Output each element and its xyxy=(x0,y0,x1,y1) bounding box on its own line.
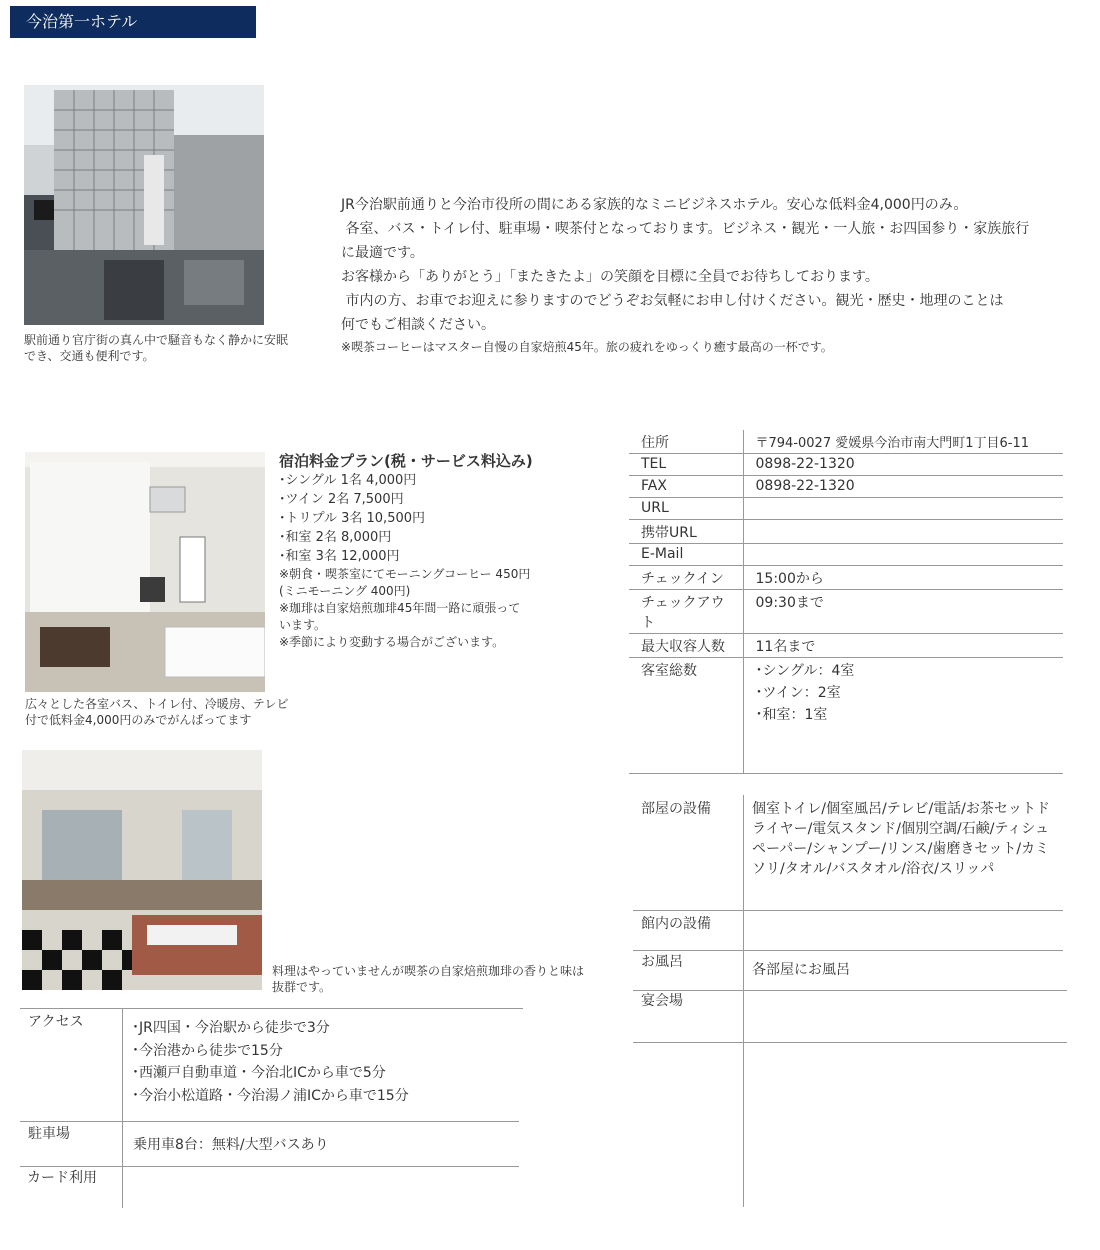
page-title: 今治第一ホテル xyxy=(10,6,256,38)
access-list xyxy=(132,1017,409,1107)
info-key: 携帯URL xyxy=(629,520,743,544)
table-row xyxy=(629,498,1063,520)
banquet-label: 宴会場 xyxy=(641,993,683,1009)
info-value: 15:00から xyxy=(743,566,1063,590)
table-row xyxy=(629,590,1063,634)
facilities-rule xyxy=(633,910,1063,911)
info-key: チェックイン xyxy=(629,566,743,590)
plan-item: ･和室 2名 8,000円 xyxy=(279,530,392,545)
room-photo xyxy=(25,452,265,692)
rooms-list xyxy=(743,658,1063,774)
info-key: 客室総数 xyxy=(629,658,743,774)
info-key: 最大収容人数 xyxy=(629,634,743,658)
intro-note: ※喫茶コーヒーはマスター自慢の自家焙煎45年。旅の疲れをゆっくり癒す最高の一杯です。 xyxy=(341,340,833,354)
intro-text xyxy=(341,193,1041,357)
table-row xyxy=(629,658,1063,774)
access-divider xyxy=(122,1009,123,1208)
info-key: 住所 xyxy=(629,430,743,454)
facilities-rule xyxy=(633,990,1067,991)
facilities-rule xyxy=(633,950,1063,951)
intro-line: 何でもご相談ください。 xyxy=(341,317,495,333)
bath-value: 各部屋にお風呂 xyxy=(752,962,850,978)
facilities-divider xyxy=(743,795,744,1207)
card-label: カード利用 xyxy=(27,1170,97,1186)
info-value: 0898-22-1320 xyxy=(743,476,1063,498)
hotel-info-table xyxy=(629,430,1063,774)
info-value xyxy=(743,498,1063,520)
table-row xyxy=(629,544,1063,566)
intro-line: お客様から「ありがとう」「またきたよ」の笑顔を目標に全員でお待ちしております。 xyxy=(341,269,879,285)
facilities-rule xyxy=(633,1042,1067,1043)
intro-line: に最適です。 xyxy=(341,245,424,261)
hall-facilities-label: 館内の設備 xyxy=(641,916,711,932)
info-value: 09:30まで xyxy=(743,590,1063,634)
intro-line: 各室、バス・トイレ付、駐車場・喫茶付となっております。ビジネス・観光・一人旅・お四国参り・家族旅行 xyxy=(341,221,1030,237)
plan-item: ･シングル 1名 4,000円 xyxy=(279,473,417,488)
info-value: 〒794-0027 愛媛県今治市南大門町1丁目6-11 xyxy=(743,430,1063,454)
access-item: ･西瀬戸自動車道・今治北ICから車で5分 xyxy=(132,1065,386,1081)
access-item: ･今治港から徒歩で15分 xyxy=(132,1042,283,1059)
plan-note: ※季節により変動する場合がございます。 xyxy=(279,635,505,649)
bath-label: お風呂 xyxy=(641,954,683,970)
plan-note: ※珈琲は自家焙煎珈琲45年間一路に頑張って xyxy=(279,601,521,615)
info-value: 11名まで xyxy=(743,634,1063,658)
plan-item: ･トリプル 3名 10,500円 xyxy=(279,511,426,526)
access-rule xyxy=(20,1166,519,1167)
access-item: ･JR四国・今治駅から徒歩で3分 xyxy=(132,1020,330,1036)
room-type: ･シングル：4室 xyxy=(755,663,855,679)
room-facilities-value: 個室トイレ/個室風呂/テレビ/電話/お茶セットドライヤー/電気スタンド/個別空調/石鹸/ティシュペーパー/シャンプー/リンス/歯磨きセット/カミソリ/タオル/バスタオル/浴衣/スリッパ xyxy=(752,801,1050,877)
hotel-exterior-photo xyxy=(24,85,264,325)
plan-note: ※朝食・喫茶室にてモーニングコーヒー 450円 xyxy=(279,567,531,581)
photo3-caption: 料理はやっていませんが喫茶の自家焙煎珈琲の香りと味は抜群です。 xyxy=(272,964,585,994)
info-value xyxy=(743,520,1063,544)
table-row xyxy=(629,454,1063,476)
table-row xyxy=(629,520,1063,544)
plan-item: ･和室 3名 12,000円 xyxy=(279,549,400,564)
cafe-photo xyxy=(22,750,262,990)
plan-title: 宿泊料金プラン(税・サービス料込み) xyxy=(279,452,533,470)
table-row xyxy=(629,430,1063,454)
plan-note: います。 xyxy=(279,618,327,632)
info-key: URL xyxy=(629,498,743,520)
access-label: アクセス xyxy=(28,1014,84,1030)
room-type: ･和室：1室 xyxy=(755,707,828,723)
intro-line: JR今治駅前通りと今治市役所の間にある家族的なミニビジネスホテル。安心な低料金4,000円のみ。 xyxy=(341,197,968,213)
table-row xyxy=(629,634,1063,658)
intro-line: 市内の方、お車でお迎えに参りますのでどうぞお気軽にお申し付けください。観光・歴史・地理のことは xyxy=(341,293,1004,309)
room-type: ･ツイン：2室 xyxy=(755,685,841,701)
parking-label: 駐車場 xyxy=(28,1126,70,1142)
access-rule xyxy=(20,1008,523,1009)
plan-note: (ミニモーニング 400円) xyxy=(279,584,411,598)
parking-value: 乗用車8台：無料/大型バスあり xyxy=(133,1137,329,1153)
access-rule xyxy=(20,1121,519,1122)
rate-plan xyxy=(279,451,569,651)
plan-item: ･ツイン 2名 7,500円 xyxy=(279,492,404,507)
room-facilities-label: 部屋の設備 xyxy=(641,801,711,817)
info-value: 0898-22-1320 xyxy=(743,454,1063,476)
info-key: TEL xyxy=(629,454,743,476)
table-row xyxy=(629,476,1063,498)
access-item: ･今治小松道路・今治湯ノ浦ICから車で15分 xyxy=(132,1087,409,1104)
table-row xyxy=(629,566,1063,590)
info-key: E-Mail xyxy=(629,544,743,566)
info-value xyxy=(743,544,1063,566)
photo2-caption: 広々とした各室バス、トイレ付、冷暖房、テレビ付で低料金4,000円のみでがんばってます xyxy=(25,697,289,727)
info-key: チェックアウト xyxy=(629,590,743,634)
info-key: FAX xyxy=(629,476,743,498)
photo1-caption: 駅前通り官庁街の真ん中で騒音もなく静かに安眠でき、交通も便利です。 xyxy=(24,333,289,363)
